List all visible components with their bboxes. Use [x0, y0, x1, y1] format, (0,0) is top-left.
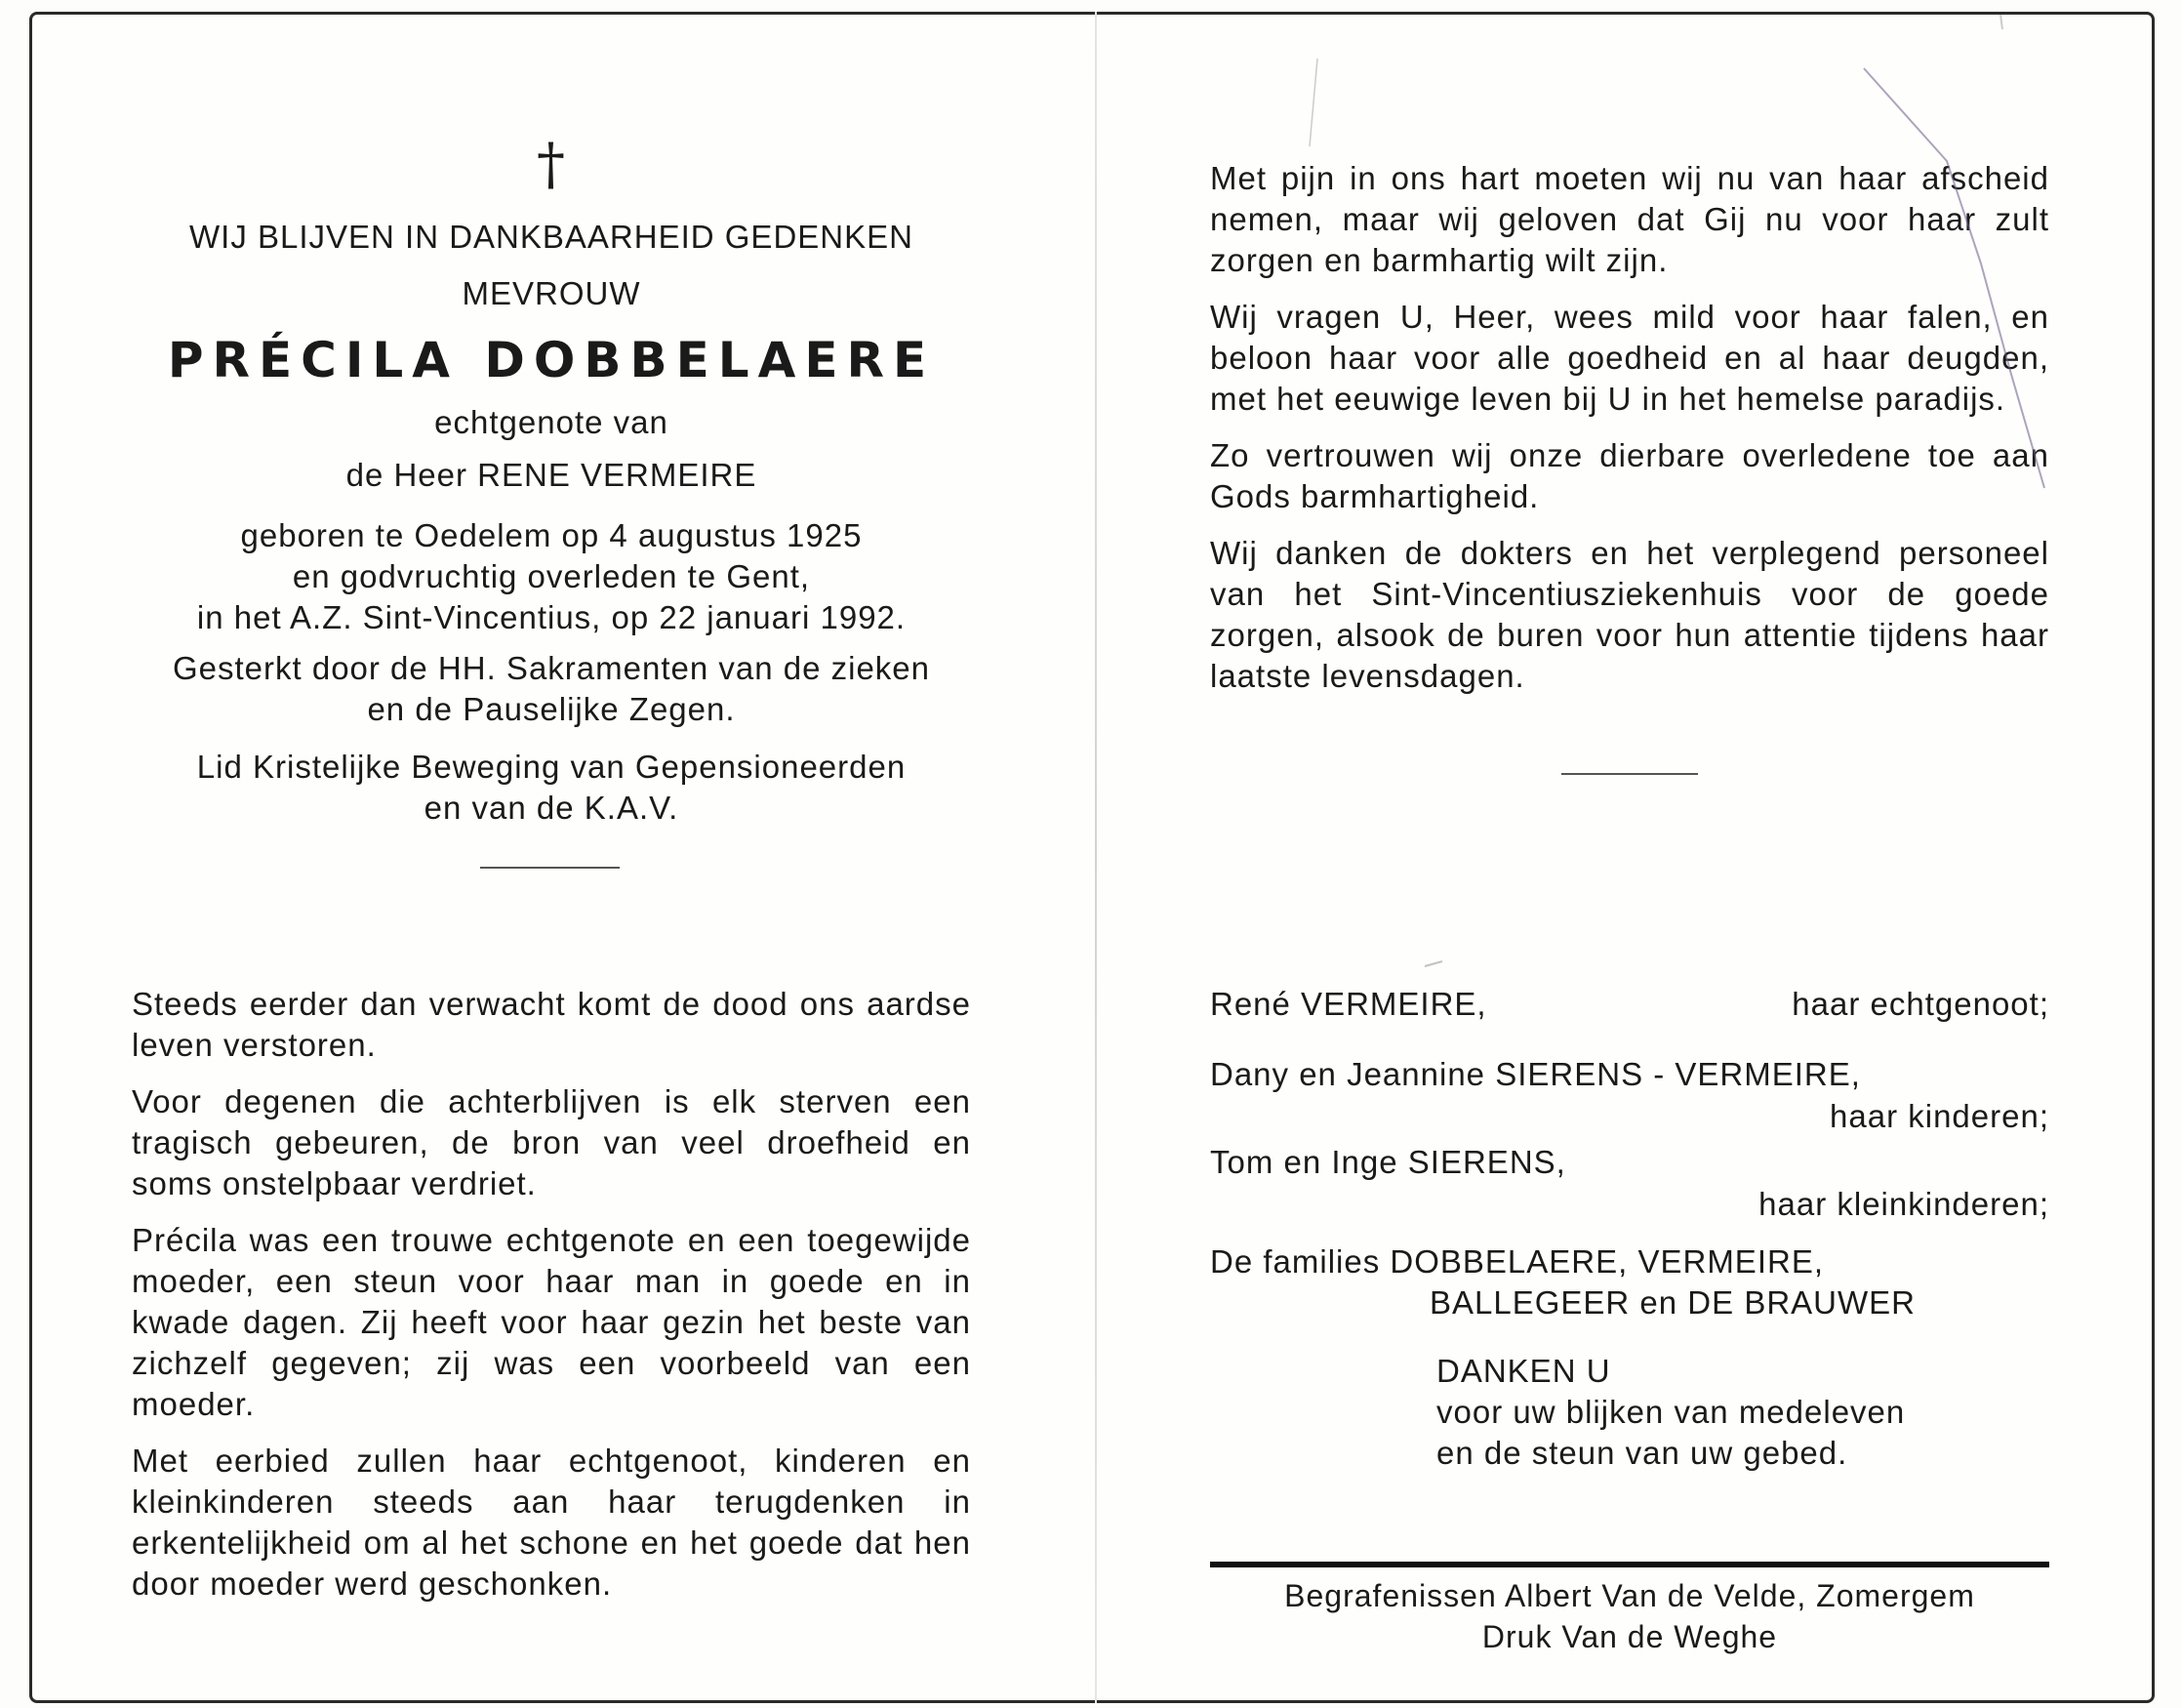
thanks-heading: DANKEN U: [1436, 1353, 1611, 1389]
thanks-line-2: en de steun van uw gebed.: [1436, 1435, 1848, 1471]
left-paragraph-2: Voor degenen die achterblijven is elk sterven een tragisch gebeuren, de bron van veel droefheid en soms onstelpbaar verdriet.: [132, 1083, 971, 1201]
membership-line-1: Lid Kristelijke Beweging van Gepensioneerden: [196, 749, 907, 785]
title-prefix: MEVROUW: [462, 275, 641, 311]
grandchildren-name: Tom en Inge SIERENS,: [1210, 1144, 1566, 1180]
sacrament-line-2: en de Pauselijke Zegen.: [367, 691, 736, 727]
footer-line-2: Druk Van de Weghe: [1481, 1619, 1778, 1654]
children-role: haar kinderen;: [1830, 1098, 2049, 1134]
membership-block: [132, 747, 971, 829]
grandchildren-role: haar kleinkinderen;: [1758, 1186, 2049, 1222]
left-divider: [480, 867, 620, 869]
family-row-children: [1210, 1054, 2049, 1095]
right-text-block: [1210, 158, 2049, 697]
membership-line-2: en van de K.A.V.: [424, 790, 679, 826]
birth-death-block: [132, 515, 971, 638]
husband-name: René VERMEIRE,: [1210, 986, 1487, 1022]
birth-line-3: in het A.Z. Sint-Vincentius, op 22 januari 1992.: [196, 599, 907, 635]
right-paragraph-2: Wij vragen U, Heer, wees mild voor haar falen, en beloon haar voor alle goedheid en al haar deugden, met het eeuwige leven bij U in het hemelse paradijs.: [1210, 299, 2049, 417]
spouse-line-2: de Heer RENE VERMEIRE: [345, 457, 757, 493]
families-text-1: De families DOBBELAERE, VERMEIRE,: [1210, 1243, 1824, 1280]
spouse-line-1: echtgenote van: [434, 404, 668, 440]
header-block: [132, 217, 971, 314]
right-paragraph-1: Met pijn in ons hart moeten wij nu van haar afscheid nemen, maar wij geloven dat Gij nu voor haar zult zorgen en barmhartig wilt zijn.: [1210, 160, 2049, 278]
family-row-husband: [1210, 984, 2049, 1025]
footer-block: [1210, 1575, 2049, 1657]
families-text-2: BALLEGEER en DE BRAUWER: [1430, 1284, 1916, 1321]
left-paragraph-1: Steeds eerder dan verwacht komt de dood ons aardse leven verstoren.: [132, 986, 971, 1063]
birth-line-1: geboren te Oedelem op 4 augustus 1925: [240, 517, 863, 553]
deceased-name: PRÉCILA DOBBELAERE: [167, 332, 936, 388]
families-line-1: [1210, 1241, 2049, 1282]
footer-rule: [1210, 1562, 2049, 1567]
children-name: Dany en Jeannine SIERENS - VERMEIRE,: [1210, 1056, 1861, 1092]
card-fold-line: [1095, 12, 1097, 1703]
left-text-block: [132, 984, 971, 1605]
footer-line-1: Begrafenissen Albert Van de Velde, Zomergem: [1284, 1578, 1975, 1613]
thanks-line-1: voor uw blijken van medeleven: [1436, 1394, 1906, 1430]
left-paragraph-3: Précila was een trouwe echtgenote en een toegewijde moeder, een steun voor haar man in goede en in kwade dagen. Zij heeft voor haar gezin het beste van zichzelf gegeven; zij was een voorbeeld van een moeder.: [132, 1222, 971, 1422]
families-line-2: [1430, 1282, 1916, 1323]
cross-icon: †: [537, 131, 566, 197]
birth-line-2: en godvruchtig overleden te Gent,: [292, 558, 811, 594]
thanks-block: [1436, 1351, 1905, 1474]
husband-role: haar echtgenoot;: [1792, 986, 2049, 1022]
right-paragraph-4: Wij danken de dokters en het verplegend personeel van het Sint-Vincentiusziekenhuis voor de goede zorgen, alsook de buren voor hun attentie tijdens haar laatste levensdagen.: [1210, 535, 2049, 694]
memorial-header: WIJ BLIJVEN IN DANKBAARHEID GEDENKEN: [189, 219, 913, 255]
spouse-block: [132, 402, 971, 496]
right-paragraph-3: Zo vertrouwen wij onze dierbare overledene toe aan Gods barmhartigheid.: [1210, 437, 2049, 514]
family-row-grandchildren: [1210, 1142, 2049, 1183]
sacrament-line-1: Gesterkt door de HH. Sakramenten van de zieken: [172, 650, 931, 686]
left-paragraph-4: Met eerbied zullen haar echtgenoot, kinderen en kleinkinderen steeds aan haar terugdenken in erkentelijkheid om al het schone en het goede dat hen door moeder werd geschonken.: [132, 1443, 971, 1602]
right-divider: [1561, 773, 1698, 775]
sacrament-block: [132, 648, 971, 730]
